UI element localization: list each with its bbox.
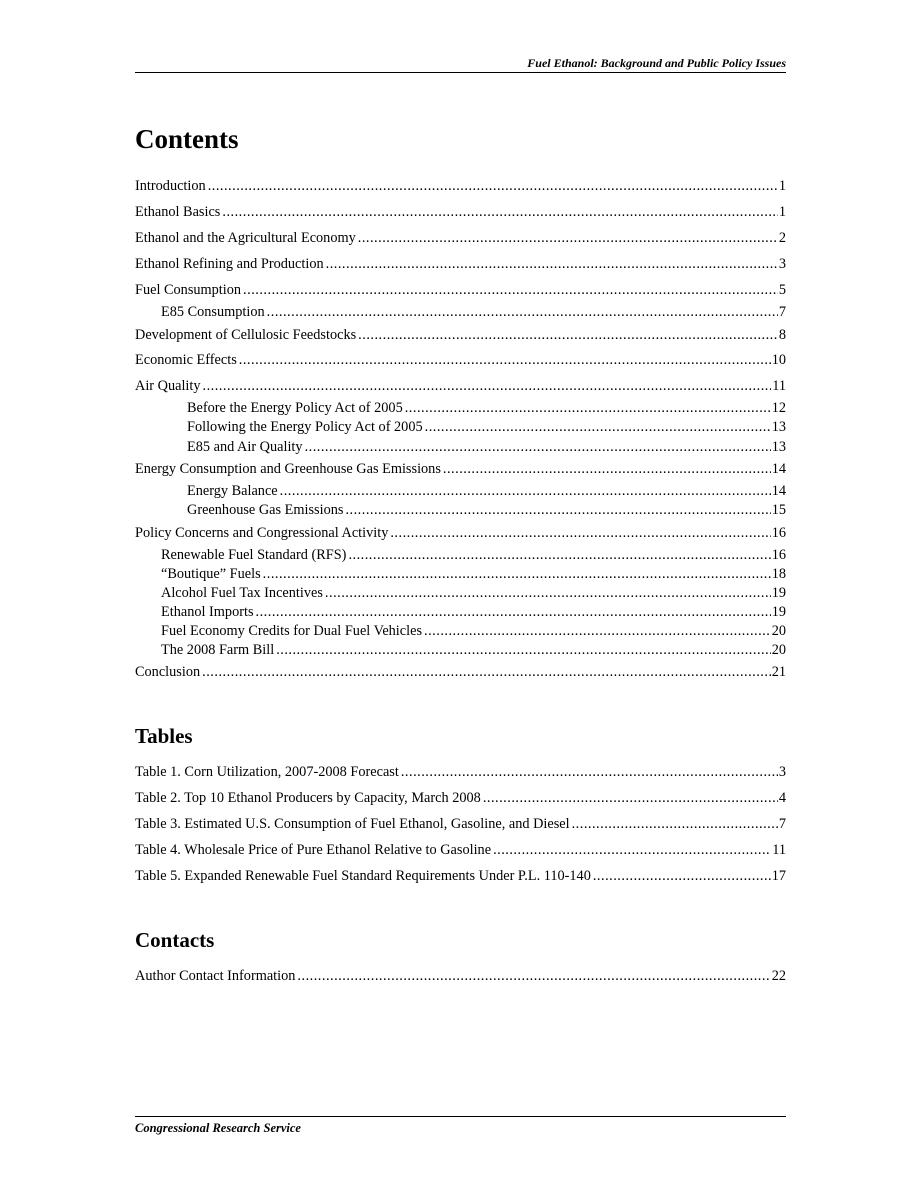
toc-entry-page: 19 xyxy=(771,604,786,620)
dot-leader xyxy=(358,229,778,247)
toc-entry[interactable] xyxy=(135,789,786,807)
contacts-heading: Contacts xyxy=(135,928,215,952)
toc-entry[interactable] xyxy=(161,641,786,659)
toc-entry-page: 2 xyxy=(778,230,786,246)
toc-entry[interactable] xyxy=(187,438,786,456)
toc-entry-title: Author Contact Information xyxy=(135,968,296,984)
toc-entry[interactable] xyxy=(135,255,786,273)
contents-heading: Contents xyxy=(135,124,239,154)
toc-entry-title: Fuel Consumption xyxy=(135,282,242,298)
tables-heading: Tables xyxy=(135,724,193,748)
toc-entry-page: 14 xyxy=(771,483,786,499)
dot-leader xyxy=(483,789,778,807)
toc-entry-page: 20 xyxy=(771,623,786,639)
toc-entry-page: 11 xyxy=(772,378,786,394)
toc-entry[interactable] xyxy=(187,418,786,436)
dot-leader xyxy=(267,303,778,321)
toc-entry[interactable] xyxy=(135,203,786,221)
dot-leader xyxy=(239,351,771,369)
toc-entry-page: 13 xyxy=(771,439,786,455)
toc-entry[interactable] xyxy=(187,501,786,519)
dot-leader xyxy=(280,482,771,500)
toc-entry[interactable] xyxy=(135,841,786,859)
dot-leader xyxy=(263,565,771,583)
dot-leader xyxy=(358,326,778,344)
toc-entry-page: 10 xyxy=(771,352,786,368)
toc-entry-page: 8 xyxy=(778,327,786,343)
toc-entry[interactable] xyxy=(135,377,786,395)
running-footer: Congressional Research Service xyxy=(135,1121,301,1135)
toc-entry-page: 1 xyxy=(778,204,786,220)
dot-leader xyxy=(443,460,771,478)
toc-entry-title: Policy Concerns and Congressional Activity xyxy=(135,525,389,541)
toc-entry-page: 14 xyxy=(771,461,786,477)
toc-entry-title: Table 2. Top 10 Ethanol Producers by Capacity, March 2008 xyxy=(135,790,481,806)
toc-entry-title: Energy Balance xyxy=(187,483,278,499)
toc-entry[interactable] xyxy=(161,603,786,621)
toc-entry[interactable] xyxy=(135,281,786,299)
dot-leader xyxy=(401,763,778,781)
toc-entry-title: Ethanol Basics xyxy=(135,204,221,220)
dot-leader xyxy=(222,203,777,221)
dot-leader xyxy=(593,867,771,885)
toc-entry-title: Ethanol Imports xyxy=(161,604,254,620)
toc-entry-page: 21 xyxy=(771,664,786,680)
toc-entry[interactable] xyxy=(135,229,786,247)
header-rule xyxy=(135,72,786,73)
toc-entry-title: Economic Effects xyxy=(135,352,237,368)
toc-entry[interactable] xyxy=(135,867,786,885)
toc-entry-page: 11 xyxy=(772,842,786,858)
toc-entry-title: Alcohol Fuel Tax Incentives xyxy=(161,585,323,601)
toc-entry-title: Table 5. Expanded Renewable Fuel Standard Requirements Under P.L. 110-140 xyxy=(135,868,591,884)
dot-leader xyxy=(325,584,771,602)
toc-entry-page: 1 xyxy=(778,178,786,194)
dot-leader xyxy=(345,501,770,519)
toc-entry[interactable] xyxy=(161,584,786,602)
toc-entry[interactable] xyxy=(161,565,786,583)
dot-leader xyxy=(405,399,771,417)
toc-entry-title: Renewable Fuel Standard (RFS) xyxy=(161,547,347,563)
footer-rule xyxy=(135,1116,786,1117)
toc-entry-title: Air Quality xyxy=(135,378,201,394)
toc-entry-title: Introduction xyxy=(135,178,206,194)
dot-leader xyxy=(208,177,778,195)
toc-entry-title: Ethanol Refining and Production xyxy=(135,256,324,272)
toc-entry[interactable] xyxy=(161,303,786,321)
toc-entry[interactable] xyxy=(135,524,786,542)
toc-entry[interactable] xyxy=(187,482,786,500)
toc-entry-page: 7 xyxy=(778,304,786,320)
dot-leader xyxy=(425,418,771,436)
toc-entry-page: 15 xyxy=(771,502,786,518)
toc-entry[interactable] xyxy=(187,399,786,417)
toc-entry[interactable] xyxy=(135,177,786,195)
toc-entry-page: 7 xyxy=(778,816,786,832)
toc-entry-title: Table 4. Wholesale Price of Pure Ethanol Relative to Gasoline xyxy=(135,842,492,858)
dot-leader xyxy=(493,841,771,859)
dot-leader xyxy=(348,546,770,564)
toc-entry-page: 13 xyxy=(771,419,786,435)
toc-entry[interactable] xyxy=(161,546,786,564)
toc-entry-page: 20 xyxy=(771,642,786,658)
toc-entry-title: Table 1. Corn Utilization, 2007-2008 Forecast xyxy=(135,764,399,780)
dot-leader xyxy=(424,622,771,640)
toc-entry-page: 16 xyxy=(771,547,786,563)
toc-entry-title: Conclusion xyxy=(135,664,201,680)
toc-entry[interactable] xyxy=(135,326,786,344)
toc-entry-title: The 2008 Farm Bill xyxy=(161,642,275,658)
dot-leader xyxy=(305,438,771,456)
toc-entry[interactable] xyxy=(161,622,786,640)
toc-entry-page: 4 xyxy=(778,790,786,806)
toc-entry-page: 19 xyxy=(771,585,786,601)
running-header: Fuel Ethanol: Background and Public Policy Issues xyxy=(527,56,786,70)
toc-entry-title: E85 and Air Quality xyxy=(187,439,303,455)
dot-leader xyxy=(202,663,771,681)
toc-entry-page: 5 xyxy=(778,282,786,298)
toc-entry-title: Fuel Economy Credits for Dual Fuel Vehicles xyxy=(161,623,423,639)
toc-entry-title: Table 3. Estimated U.S. Consumption of Fuel Ethanol, Gasoline, and Diesel xyxy=(135,816,570,832)
dot-leader xyxy=(326,255,778,273)
dot-leader xyxy=(297,967,770,985)
toc-entry-title: Ethanol and the Agricultural Economy xyxy=(135,230,356,246)
dot-leader xyxy=(203,377,772,395)
dot-leader xyxy=(276,641,771,659)
toc-entry[interactable] xyxy=(135,763,786,781)
toc-entry-page: 22 xyxy=(771,968,786,984)
dot-leader xyxy=(256,603,771,621)
toc-entry-title: Before the Energy Policy Act of 2005 xyxy=(187,400,403,416)
toc-entry-page: 16 xyxy=(771,525,786,541)
dot-leader xyxy=(390,524,770,542)
toc-entry[interactable] xyxy=(135,815,786,833)
toc-entry[interactable] xyxy=(135,460,786,478)
toc-entry-title: E85 Consumption xyxy=(161,304,265,320)
toc-entry[interactable] xyxy=(135,351,786,369)
toc-entry-title: “Boutique” Fuels xyxy=(161,566,261,582)
toc-entry-page: 17 xyxy=(771,868,786,884)
toc-entry-page: 3 xyxy=(778,256,786,272)
toc-entry-title: Following the Energy Policy Act of 2005 xyxy=(187,419,423,435)
toc-entry-title: Development of Cellulosic Feedstocks xyxy=(135,327,357,343)
toc-entry-title: Energy Consumption and Greenhouse Gas Emissions xyxy=(135,461,441,477)
toc-entry-page: 3 xyxy=(778,764,786,780)
toc-entry[interactable] xyxy=(135,967,786,985)
dot-leader xyxy=(572,815,778,833)
toc-entry-title: Greenhouse Gas Emissions xyxy=(187,502,344,518)
toc-entry-page: 12 xyxy=(771,400,786,416)
toc-entry-page: 18 xyxy=(771,566,786,582)
toc-entry[interactable] xyxy=(135,663,786,681)
dot-leader xyxy=(243,281,778,299)
